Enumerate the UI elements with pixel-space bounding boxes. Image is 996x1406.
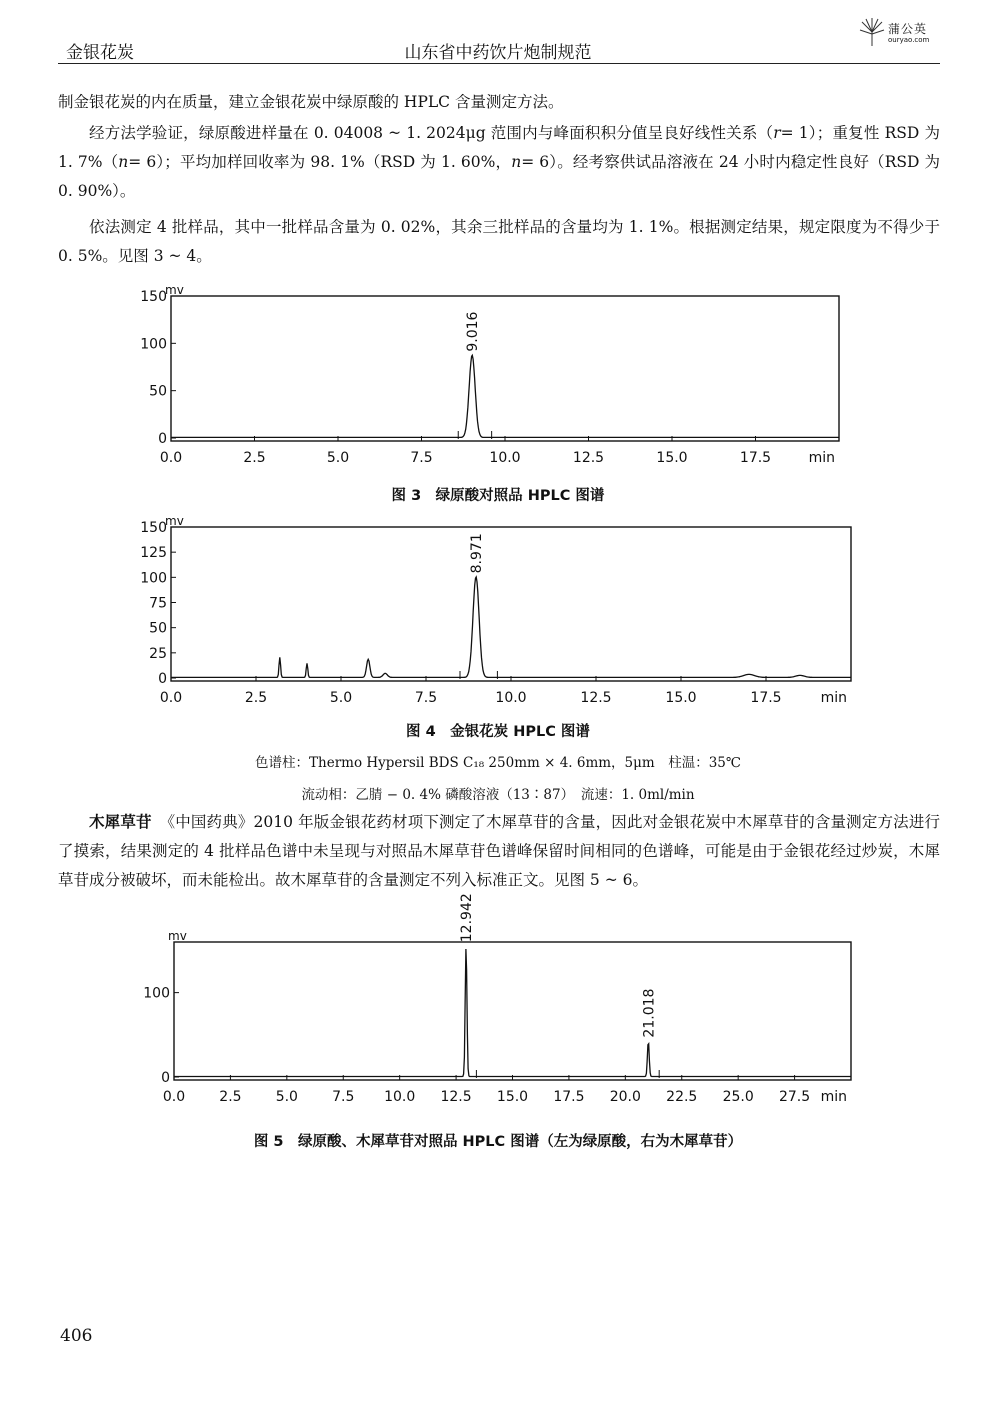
running-header-left: 金银花炭: [66, 43, 134, 63]
peak-retention-label: 12.942: [459, 893, 476, 943]
paragraph-luteoloside: [58, 808, 940, 895]
plot-frame: [171, 527, 851, 681]
x-axis-label: min: [820, 690, 847, 706]
x-tick-label: 0.0: [159, 450, 183, 466]
y-tick-label: 0: [158, 431, 167, 447]
x-tick-label: 2.5: [244, 690, 268, 706]
chromatography-conditions-2: 流动相：乙腈 − 0. 4% 磷酸溶液（13∶87） 流速：1. 0ml/min: [301, 787, 695, 803]
chromatogram-trace: [171, 577, 851, 677]
x-tick-label: 17.5: [553, 1089, 585, 1105]
y-tick-label: 50: [149, 383, 167, 400]
y-tick-label: 50: [149, 620, 167, 637]
y-tick-label: 100: [143, 985, 170, 1002]
x-tick-label: 12.5: [440, 1089, 472, 1105]
validation-text-3: = 6）；平均加样回收率为 98. 1%（RSD 为 1. 60%，: [128, 153, 512, 171]
x-axis-label: min: [820, 1089, 847, 1105]
y-tick-label: 100: [140, 336, 167, 353]
x-tick-label: 15.0: [656, 450, 688, 466]
page-number: 406: [60, 1326, 93, 1346]
x-tick-label: 25.0: [722, 1089, 754, 1105]
x-tick-label: 10.0: [384, 1089, 416, 1105]
x-tick-label: 7.5: [414, 690, 438, 706]
x-tick-label: 17.5: [739, 450, 772, 466]
figure-4-caption: 图 4 金银花炭 HPLC 图谱: [406, 724, 590, 740]
validation-n-symbol: n: [118, 153, 129, 171]
y-tick-label: 100: [140, 570, 167, 587]
figure-3-caption: 图 3 绿原酸对照品 HPLC 图谱: [391, 488, 605, 504]
validation-r-symbol: r: [773, 124, 781, 142]
x-tick-label: 22.5: [666, 1089, 698, 1105]
validation-text-1: 经方法学验证，绿原酸进样量在 0. 04008 ~ 1. 2024μg 范围内与峰面积积分值呈良好线性关系（: [89, 124, 774, 142]
figure-5-caption: 图 5 绿原酸、木犀草苷对照品 HPLC 图谱（左为绿原酸，右为木犀草苷）: [253, 1134, 743, 1150]
paragraph-results: 依法测定 4 批样品，其中一批样品含量为 0. 02%，其余三批样品的含量均为 1. 1%。根据测定结果，规定限度为不得少于 0. 5%。见图 3 ~ 4。: [58, 218, 940, 265]
x-tick-label: 2.5: [243, 450, 266, 466]
x-tick-label: 7.5: [332, 1089, 355, 1105]
y-tick-label: 25: [149, 645, 167, 662]
header-rule: [58, 63, 940, 64]
peak-retention-label: 21.018: [641, 988, 658, 1038]
y-tick-label: 150: [140, 289, 167, 305]
plot-frame: [171, 296, 839, 441]
validation-text-4: = 6）。经考察供试品溶液在 24 小时内稳定性良好（RSD 为 0. 90%）。: [58, 153, 941, 200]
y-tick-label: 75: [149, 595, 167, 612]
luteoloside-heading: 木犀草苷: [89, 813, 152, 831]
x-tick-label: 12.5: [572, 450, 605, 466]
figure-4-chromatogram: [0, 510, 996, 720]
logo-text: 蒲公英: [888, 22, 928, 36]
peak-retention-label: 8.971: [469, 533, 486, 574]
x-tick-label: 7.5: [410, 450, 433, 466]
x-tick-label: 17.5: [750, 690, 782, 706]
peak-retention-label: 9.016: [465, 311, 482, 352]
x-tick-label: 12.5: [580, 690, 612, 706]
x-tick-label: 10.0: [495, 690, 527, 706]
x-tick-label: 20.0: [609, 1089, 641, 1105]
x-tick-label: 2.5: [219, 1089, 242, 1105]
figure-5-chromatogram: [0, 893, 996, 1120]
validation-text-2: = 1）；重复性 RSD 为 1. 7%（: [58, 124, 940, 171]
x-tick-label: 0.0: [159, 690, 183, 706]
y-tick-label: 0: [161, 1070, 170, 1086]
y-tick-label: 0: [158, 671, 167, 687]
chromatogram-trace: [171, 355, 839, 437]
plot-frame: [174, 942, 851, 1080]
x-tick-label: 27.5: [778, 1089, 811, 1105]
logo-url: ouryao.com: [888, 36, 930, 44]
validation-n-symbol-2: n: [511, 153, 522, 171]
x-tick-label: 5.0: [275, 1089, 298, 1105]
y-axis-label: mv: [168, 929, 187, 943]
luteoloside-body: 《中国药典》2010 年版金银花药材项下测定了木犀草苷的含量，因此对金银花炭中木犀草苷的含量测定方法进行了摸索，结果测定的 4 批样品色谱中未呈现与对照品木犀草苷色谱峰保留时间相同的色谱峰，可能是由于金银花经过炒炭，木犀草苷成分被破坏，而未能检出。故木犀草苷的含量测定不列入标准正文。见图 5 ~ 6。: [58, 813, 940, 889]
figure-3-chromatogram: [0, 280, 996, 480]
x-axis-label: min: [808, 450, 835, 466]
x-tick-label: 15.0: [665, 690, 697, 706]
paragraph-validation: [58, 119, 940, 206]
paragraph-intro: 制金银花炭的内在质量，建立金银花炭中绿原酸的 HPLC 含量测定方法。: [58, 93, 564, 111]
chromatography-conditions-1: 色谱柱：Thermo Hypersil BDS C₁₈ 250mm × 4. 6mm，5μm 柱温：35℃: [255, 755, 741, 771]
y-axis-label: mv: [165, 283, 184, 297]
y-axis-label: mv: [165, 514, 184, 528]
x-tick-label: 5.0: [326, 450, 350, 466]
x-tick-label: 15.0: [496, 1089, 529, 1105]
chromatogram-trace: [174, 949, 851, 1077]
y-tick-label: 150: [140, 520, 167, 536]
running-header-title: 山东省中药饮片炮制规范: [404, 43, 592, 63]
x-tick-label: 0.0: [162, 1089, 186, 1105]
x-tick-label: 10.0: [489, 450, 521, 466]
x-tick-label: 5.0: [329, 690, 353, 706]
y-tick-label: 125: [140, 545, 167, 562]
